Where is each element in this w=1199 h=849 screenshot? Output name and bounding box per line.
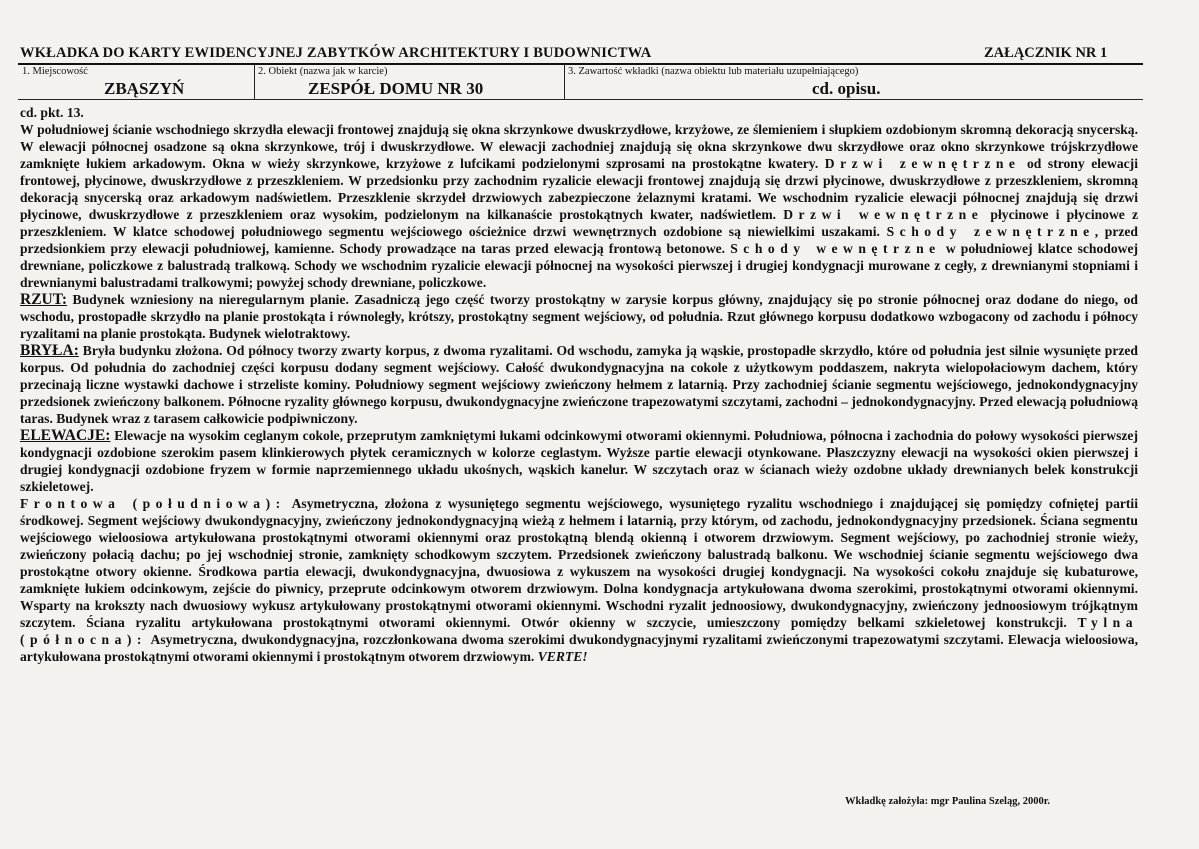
- text-inner-doors: płycinowe i płycinowe z przeszkleniem. W klatce schodowej południowego segmentu wejściowego ościeżnice drzwi wewnętrznych ozdobione są niewielkimi uszakami.: [20, 207, 1138, 239]
- field-contents-value: cd. opisu.: [812, 79, 881, 98]
- text-rear-elevation: Asymetryczna, dwukondygnacyjna, rozczłonkowana dwoma szerokimi dwukondygnacyjnymi ryzalitami zwieńczonymi trapezowatymi szczytami. Elewacja wieloosiowa, artykułowana prostokątnymi otworami okiennymi i prostokątnym otworem drzwiowym.: [20, 632, 1138, 664]
- field-object: [254, 65, 565, 99]
- field-object-value: ZESPÓŁ DOMU NR 30: [308, 79, 484, 98]
- text-inner-stairs: w południowej klatce schodowej drewniane, policzkowe z balustradą tralkową. Schody we wschodnim ryzalicie elewacji północnej na wysokości pierwszej i drugiej kondygnacji murowane z cegły, z drewnianymi stopniami i drewnianymi balustradami tralkowymi; powyżej schody drewniane, policzkowe.: [20, 241, 1139, 290]
- text-windows-doors: cd. pkt. 13. W południowej ścianie wschodniego skrzydła elewacji frontowej znajdują się okna skrzynkowe dwuskrzydłowe, krzyżowe, ze ślemieniem i słupkiem ozdobionym skromną dekoracją snycerską. W elewacji północnej osadzone są okna skrzynkowe, trój i dwuskrzydłowe. W elewacji zachodniej znajdują się okna skrzynkowe dwu skrzydłowe oraz okno skrzynkowe trójskrzydłowe zamknięte łukiem arkadowym. Okna w wieży skrzynkowe, krzyżowe z lufcikami podzielonymi szprosami na prostokątne kwatery.: [20, 105, 1138, 171]
- section-heading-plan: RZUT:: [20, 291, 68, 308]
- field-contents-label: 3. Zawartość wkładki (nazwa obiektu lub materiału uzupełniającego): [568, 66, 859, 77]
- spaced-heading-outer-doors: Drzwi zewnętrzne: [824, 156, 1021, 171]
- annex-label: ZAŁĄCZNIK NR 1: [984, 45, 1108, 61]
- author-footer: Wkładkę założyła: mgr Paulina Szeląg, 2000r.: [845, 796, 1051, 807]
- field-object-label: 2. Obiekt (nazwa jak w karcie): [258, 66, 388, 77]
- text-doors: od strony elewacji frontowej, płycinowe, dwuskrzydłowe z przeszkleniem. W przedsionku przy zachodnim ryzalicie elewacji frontowej znajdują się drzwi płycinowe, dwuskrzydłowe z przeszkleniem, skromną dekoracją snycerską oraz arkadowym nadświetlem. Przeszklenie skrzydeł drzwiowych zabezpieczone żelaznymi kratami. We wschodnim ryzalicie elewacji północnej znajdują się drzwi płycinowe, dwuskrzydłowe z przeszkleniem oraz wysokim, podzielonym na kilkanaście prostokątnych kwater, nadświetlem.: [20, 156, 1138, 222]
- description-text: [20, 104, 1138, 665]
- spaced-heading-rear: Tylna (północna):: [20, 615, 1138, 647]
- document-title: WKŁADKA DO KARTY EWIDENCYJNEJ ZABYTKÓW ARCHITEKTURY I BUDOWNICTWA: [20, 45, 652, 61]
- section-heading-massing: BRYŁA:: [20, 342, 79, 359]
- field-locality-value: ZBĄSZYŃ: [104, 79, 185, 98]
- field-contents: [564, 65, 1142, 99]
- text-outer-stairs: , przed przedsionkiem przy elewacji południowej, kamienne. Schody prowadzące na taras przed elewacją frontową betonowe.: [20, 224, 1138, 256]
- spaced-heading-inner-doors: Drzwi wewnętrzne: [783, 207, 984, 222]
- fields-rule: [18, 99, 1143, 100]
- field-locality: [18, 65, 255, 99]
- field-locality-label: 1. Miejscowość: [22, 66, 88, 77]
- verte-note: VERTE!: [537, 649, 588, 664]
- text-elevations: Elewacje na wysokim ceglanym cokole, przeprutym zamkniętymi łukami odcinkowymi otworami okiennymi. Południowa, północna i zachodnia do połowy wysokości pierwszej kondygnacji ozdobione szerokim pasem klinkierowych płytek ceramicznych w kolorze ceglastym. Wyższe partie elewacji otynkowane. Płaszczyzny elewacji na wysokości okien pierwszej i drugiej kondygnacji ozdobione fryzem w formie naprzemiennego układu ukośnych, wąskich kanelur. W szczytach oraz w ścianach wieży ozdobne układy drewnianych belek konstrukcji szkieletowej.: [20, 428, 1138, 494]
- text-massing: Bryła budynku złożona. Od północy tworzy zwarty korpus, z dwoma ryzalitami. Od wschodu, zamyka ją wąskie, prostopadłe skrzydło, które od południa jest silnie wysunięte przed korpus. Od południa do zachodniej części korpusu dodany segment wejściowy. Całość dwukondygnacyjna na cokole z użytkowym poddaszem, nakryta wielopołaciowym dachem, który przecinają liczne wystawki dachowe i strzeliste kominy. Południowy segment wejściowy zwieńczony hełmem z latarnią. Przy zachodniej ścianie segmentu wejściowego, jednokondygnacyjny przedsionek zwieńczony balkonem. Północne ryzality głównego korpusu, dwukondygnacyjne zwieńczone trapezowatymi szczytami, zachodni – jednokondygnacyjny. Przed elewacją południową taras. Budynek wraz z tarasem całkowicie podpiwniczony.: [20, 343, 1138, 426]
- text-front-elevation: Asymetryczna, złożona z wysuniętego segmentu wejściowego, wysuniętego ryzalitu wschodniego i znajdującej się pomiędzy cofniętej partii środkowej. Segment wejściowy dwukondygnacyjny, zwieńczony jednokondygnacyjną wieżą z hełmem i latarnią, przy którym, od zachodu, jednokondygnacyjny przedsionek. Ściana segmentu wejściowego wieloosiowa artykułowana prostokątnymi otworami okiennymi oraz prostokątną blendą okienną i otworem drzwiowym. Segment wejściowy, po zachodniej stronie wieży, zwieńczony połacią dachu; po jej wschodniej stronie, zamknięty schodkowym szczytem. Przedsionek zwieńczony balustradą balkonu. We wschodniej ścianie segmentu wejściowego dwa prostokątne otwory okienne. Środkowa partia elewacji, dwukondygnacyjna, dwuosiowa z wykuszem na wysokości drugiej kondygnacji. Na wysokości cokołu znajduje się kubaturowe, zamknięte łukiem odcinkowym, zejście do piwnicy, przeprute odcinkowym otworem drzwiowym. Dolna kondygnacja artykułowana dwoma szerokimi, prostokątnymi otworami okiennymi. Wsparty na krokszty nach dwuosiowy wykusz artykułowany prostokątnymi otworami okiennymi. Wschodni ryzalit jednoosiowy, dwukondygnacyjny, zwieńczony jednoosiowym trójkątnym szczytem. Ściana ryzalitu artykułowana prostokątnymi otworami okiennymi. Otwór okienny w szczycie, umieszczony pomiędzy belkami szkieletowej konstrukcji.: [20, 496, 1138, 630]
- spaced-heading-front: Frontowa (południowa):: [20, 496, 286, 511]
- text-plan: Budynek wzniesiony na nieregularnym planie. Zasadniczą jego część tworzy prostokątny w zarysie korpus główny, znajdujący się po stronie północnej oraz dodane do niego, od wschodu, prostopadłe skrzydło na planie prostokąta i równoległy, krótszy, prostokątny segment wejściowy, od południa. Rzut głównego korpusu dodatkowo wzbogacony od zachodu i północy ryzalitami na planie prostokąta. Budynek wielotraktowy.: [20, 292, 1138, 341]
- spaced-heading-outer-stairs: Schody zewnętrzne: [886, 224, 1095, 239]
- section-heading-elevations: ELEWACJE:: [20, 427, 111, 444]
- spaced-heading-inner-stairs: Schody wewnętrzne: [730, 241, 941, 256]
